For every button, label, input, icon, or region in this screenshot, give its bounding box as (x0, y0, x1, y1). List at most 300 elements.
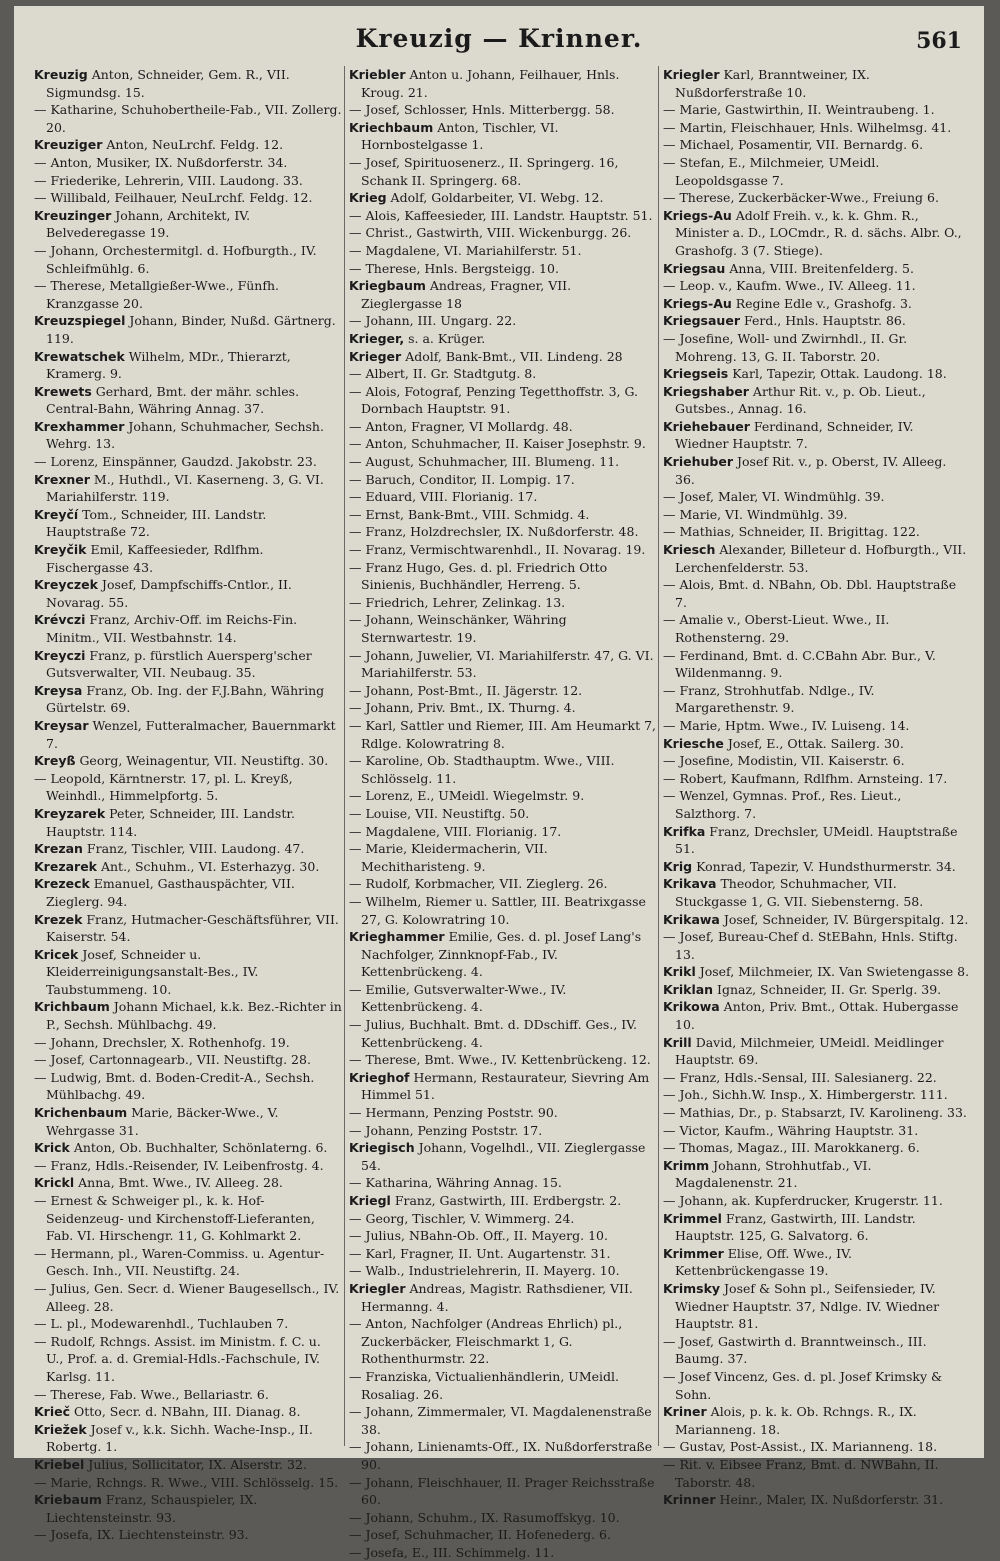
page-header (14, 24, 984, 64)
entry-details: Karl, Tapezir, Ottak. Laudong. 18. (728, 366, 947, 382)
entry-surname: Kreyzarek (34, 805, 106, 821)
directory-entry (34, 541, 342, 576)
directory-entry (349, 981, 656, 1016)
directory-entry (349, 1069, 656, 1104)
directory-entry (349, 365, 656, 383)
directory-entry (663, 1210, 970, 1245)
directory-entry (349, 1474, 656, 1509)
entry-details: — L. pl., Modewarenhdl., Tuchlauben 7. (34, 1316, 289, 1332)
directory-entry (34, 1526, 342, 1544)
directory-entry (663, 823, 970, 858)
directory-entry (349, 224, 656, 242)
directory-entry (663, 752, 970, 770)
directory-entry (349, 207, 656, 225)
entry-details: Josef, Dampfschiffs-Cntlor., II. Novarag. 55. (46, 577, 292, 610)
directory-entry (663, 119, 970, 137)
entry-surname: Kreyczi (34, 647, 86, 663)
entry-details: — Johann, Fleischhauer, II. Prager Reichsstraße 60. (349, 1474, 655, 1508)
entry-details: — Thomas, Magaz., III. Marokkanerg. 6. (663, 1140, 920, 1156)
directory-entry (663, 911, 970, 929)
entry-details: — Walb., Industrielehrerin, II. Mayerg. 10. (349, 1263, 620, 1279)
directory-entry (663, 1122, 970, 1140)
entry-details: Emilie, Ges. d. pl. Josef Lang's Nachfolger, Zinnknopf-Fab., IV. Kettenbrückeng. 4. (361, 929, 642, 980)
entry-surname: Kreuzspiegel (34, 313, 126, 329)
entry-details: Emanuel, Gasthauspächter, VII. Zieglerg. 94. (46, 876, 295, 909)
directory-entry (349, 541, 656, 559)
directory-entry (349, 1403, 656, 1438)
entry-details: — Louise, VII. Neustiftg. 50. (349, 805, 530, 821)
directory-entry (34, 682, 342, 717)
entry-details: David, Milchmeier, UMeidl. Meidlinger Hauptstr. 69. (675, 1034, 944, 1068)
directory-entry (34, 1386, 342, 1404)
directory-entry (663, 1333, 970, 1368)
entry-details: — Karl, Sattler und Riemer, III. Am Heumarkt 7, Rdlge. Kolowratring 8. (349, 717, 657, 751)
directory-entry (663, 383, 970, 418)
entry-surname: Krichbaum (34, 999, 110, 1015)
entry-surname: Kriegs-Au (663, 207, 732, 223)
directory-entry (663, 647, 970, 682)
directory-entry (663, 418, 970, 453)
entry-details: — Leop. v., Kaufm. Wwe., IV. Alleeg. 11. (663, 278, 916, 294)
directory-entry (34, 1456, 342, 1474)
directory-entry (663, 207, 970, 260)
entry-details: — Johann, Drechsler, X. Rothenhofg. 19. (34, 1034, 290, 1050)
directory-entry (349, 523, 656, 541)
directory-entry (663, 453, 970, 488)
entry-details: Franz, Drechsler, UMeidl. Hauptstraße 51. (675, 823, 958, 857)
directory-entry (34, 242, 342, 277)
entry-details: — Stefan, E., Milchmeier, UMeidl. Leopoldsgasse 7. (663, 154, 880, 188)
column-1 (30, 66, 344, 1543)
entry-surname: Krimsky (663, 1280, 721, 1296)
entry-details: Wilhelm, MDr., Thierarzt, Kramerg. 9. (46, 348, 291, 382)
entry-surname: Krimm (663, 1157, 710, 1173)
entry-details: Regine Edle v., Grashofg. 3. (731, 295, 912, 311)
entry-details: Josef & Sohn pl., Seifensieder, IV. Wiedner Hauptstr. 37, Ndlge. IV. Wiedner Hauptstr. 81. (675, 1280, 940, 1332)
directory-entry (34, 1421, 342, 1456)
entry-details: — Magdalene, VIII. Florianig. 17. (349, 823, 562, 839)
column-3 (658, 66, 972, 1508)
directory-entry (349, 277, 656, 312)
entry-details: Andreas, Magistr. Rathsdiener, VII. Hermanng. 4. (361, 1280, 633, 1314)
entry-details: Josef, Milchmeier, IX. Van Swietengasse 8. (695, 964, 970, 980)
entry-details: — Baruch, Conditor, II. Lompig. 17. (349, 471, 575, 487)
entry-surname: Kriegl (349, 1193, 391, 1208)
entry-details: — Johann, Penzing Poststr. 17. (349, 1122, 543, 1138)
entry-details: — Lorenz, E., UMeidl. Wiegelmstr. 9. (349, 788, 585, 804)
entry-details: — Mathias, Schneider, II. Brigittag. 122. (663, 524, 920, 540)
entry-details: — Robert, Kaufmann, Rdlfhm. Arnsteing. 17. (663, 770, 948, 786)
entry-surname: Krick (34, 1140, 70, 1156)
entry-details: Theodor, Schuhmacher, VII. Stuckgasse 1, G. VII. Siebensterng. 58. (675, 876, 924, 909)
entry-details: — Magdalene, VI. Mariahilferstr. 51. (349, 242, 582, 258)
entry-details: Anton, Ob. Buchhalter, Schönlaterng. 6. (69, 1140, 328, 1156)
entry-details: Anton, Schneider, Gem. R., VII. Sigmundsg. 15. (46, 67, 290, 100)
entry-details: — Mathias, Dr., p. Stabsarzt, IV. Karolineng. 33. (663, 1105, 967, 1121)
entry-details: — Albert, II. Gr. Stadtgutg. 8. (349, 366, 537, 382)
directory-entry (663, 998, 970, 1033)
entry-details: — Hermann, Penzing Poststr. 90. (349, 1105, 558, 1121)
entry-surname: Kriegisch (349, 1140, 415, 1156)
directory-entry (349, 418, 656, 436)
directory-entry (349, 242, 656, 260)
entry-details: Anna, Bmt. Wwe., IV. Alleeg. 28. (74, 1175, 283, 1191)
entry-details: Georg, Weinagentur, VII. Neustiftg. 30. (75, 753, 329, 769)
entry-details: — Michael, Posamentir, VII. Bernardg. 6. (663, 137, 924, 153)
entry-details: Alois, p. k. k. Ob. Rchngs. R., IX. Marianneng. 18. (675, 1404, 917, 1437)
entry-details: — Josefa, IX. Liechtensteinstr. 93. (34, 1527, 249, 1543)
directory-entry (34, 1192, 342, 1245)
entry-surname: Kreyß (34, 753, 76, 769)
entry-details: Heinr., Maler, IX. Nußdorferstr. 31. (715, 1492, 944, 1508)
directory-entry (663, 1280, 970, 1333)
directory-entry (34, 418, 342, 453)
directory-entry (663, 787, 970, 822)
entry-details: — Josef, Spirituosenerz., II. Springerg. 16, Schank II. Springerg. 68. (349, 154, 619, 188)
entry-details: — Therese, Bmt. Wwe., IV. Kettenbrückeng. 12. (349, 1052, 651, 1068)
entry-details: Konrad, Tapezir, V. Hundsthurmerstr. 34. (692, 858, 956, 874)
directory-entry (663, 928, 970, 963)
directory-entry (663, 963, 970, 981)
directory-entry (349, 1368, 656, 1403)
directory-entry (34, 1315, 342, 1333)
directory-entry (663, 1456, 970, 1491)
directory-entry (663, 330, 970, 365)
directory-entry (34, 576, 342, 611)
entry-details: — Josef, Cartonnagearb., VII. Neustiftg. 28. (34, 1052, 311, 1068)
directory-entry (349, 823, 656, 841)
directory-entry (349, 435, 656, 453)
directory-entry (349, 717, 656, 752)
entry-surname: Krezarek (34, 858, 97, 874)
directory-entry (349, 594, 656, 612)
directory-entry (349, 260, 656, 278)
entry-surname: Kriebler (349, 67, 406, 82)
directory-entry (349, 488, 656, 506)
entry-details: — Franziska, Victualienhändlerin, UMeidl. Rosaliag. 26. (349, 1368, 619, 1402)
entry-details: — Therese, Metallgießer-Wwe., Fünfh. Kranzgasse 20. (34, 278, 280, 311)
entry-details: — Josef, Bureau-Chef d. StEBahn, Hnls. Stiftg. 13. (663, 929, 958, 962)
page-number: 561 (916, 28, 962, 54)
entry-surname: Kriegsau (663, 260, 726, 276)
entry-details: — Alois, Fotograf, Penzing Tegetthoffstr. 3, G. Dornbach Hauptstr. 91. (349, 383, 638, 417)
directory-entry (34, 453, 342, 471)
directory-entry (663, 717, 970, 735)
entry-surname: Kreysa (34, 682, 83, 698)
entry-surname: Kreyčí (34, 506, 79, 522)
directory-entry (663, 295, 970, 313)
entry-details: Anton, Priv. Bmt., Ottak. Hubergasse 10. (675, 999, 959, 1033)
entry-surname: Kreuzinger (34, 207, 112, 223)
entry-details: — Josef Vincenz, Ges. d. pl. Josef Krimsky & Sohn. (663, 1368, 943, 1402)
directory-entry (663, 1086, 970, 1104)
directory-entry (663, 875, 970, 910)
directory-entry (349, 348, 656, 366)
entry-details: — Julius, Gen. Secr. d. Wiener Baugesellsch., IV. Alleeg. 28. (34, 1280, 340, 1314)
entry-details: — Georg, Tischler, V. Wimmerg. 24. (349, 1210, 575, 1226)
entry-surname: Krimmel (663, 1210, 722, 1226)
entry-details: — Willibald, Feilhauer, NeuLrchf. Feldg. 12. (34, 190, 313, 206)
directory-entry (349, 787, 656, 805)
entry-details: — Therese, Hnls. Bergsteigg. 10. (349, 260, 559, 276)
entry-details: — Johann, Juwelier, VI. Mariahilferstr. 47, G. VI. Mariahilferstr. 53. (349, 647, 654, 681)
directory-entry (349, 928, 656, 981)
entry-surname: Krexner (34, 471, 90, 487)
directory-entry (34, 348, 342, 383)
directory-entry (349, 189, 656, 207)
entry-details: — Karoline, Ob. Stadthauptm. Wwe., VIII. Schlösselg. 11. (349, 753, 615, 786)
entry-details: Franz, Schauspieler, IX. Liechtensteinstr. 93. (46, 1492, 258, 1525)
directory-entry (349, 1227, 656, 1245)
entry-surname: Krichenbaum (34, 1105, 128, 1121)
entry-details: — Johann, Linienamts-Off., IX. Nußdorferstraße 90. (349, 1439, 653, 1472)
entry-details: — Hermann, pl., Waren-Commiss. u. Agentur-Gesch. Inh., VII. Neustiftg. 24. (34, 1245, 325, 1279)
entry-surname: Krewets (34, 383, 92, 399)
entry-surname: Kreysar (34, 717, 89, 733)
entry-surname: Kreyčik (34, 542, 87, 558)
entry-details: Josef, Schneider u. Kleiderreinigungsanstalt-Bes., IV. Taubstummeng. 10. (46, 946, 259, 997)
entry-surname: Krieč (34, 1404, 71, 1420)
entry-surname: Kriegsauer (663, 313, 740, 329)
directory-entry (663, 1139, 970, 1157)
directory-entry (349, 453, 656, 471)
entry-details: — Ferdinand, Bmt. d. C.CBahn Abr. Bur., V. Wildenmanng. 9. (663, 647, 936, 681)
entry-details: — Josef, Gastwirth d. Branntweinsch., III. Baumg. 37. (663, 1333, 927, 1367)
entry-surname: Kriegler (349, 1280, 406, 1296)
entry-details: — Marie, Hptm. Wwe., IV. Luiseng. 14. (663, 717, 910, 733)
entry-details: — Ernest & Schweiger pl., k. k. Hof-Seidenzeug- und Kirchenstoff-Lieferanten, Fab. VI. Hirschengr. 11, G. Kohlmarkt 2. (34, 1193, 315, 1244)
entry-surname: Krieg (349, 190, 387, 206)
entry-surname: Krieghof (349, 1069, 410, 1085)
entry-surname: Kriegseis (663, 366, 729, 382)
directory-entry (349, 330, 656, 348)
directory-entry (349, 1104, 656, 1122)
directory-entry (34, 136, 342, 154)
directory-entry (34, 1403, 342, 1421)
entry-details: M., Huthdl., VI. Kaserneng. 3, G. VI. Mariahilferstr. 119. (46, 471, 324, 505)
directory-entry (349, 101, 656, 119)
entry-details: — Marie, VI. Windmühlg. 39. (663, 506, 848, 522)
entry-details: — Josef, Maler, VI. Windmühlg. 39. (663, 489, 885, 505)
entry-details: — Anton, Fragner, VI Mollardg. 48. (349, 418, 573, 434)
entry-details: — Amalie v., Oberst-Lieut. Wwe., II. Rothensterng. 29. (663, 612, 890, 645)
directory-entry (349, 752, 656, 787)
directory-entry (349, 119, 656, 154)
entry-surname: Krig (663, 858, 693, 874)
directory-entry (34, 717, 342, 752)
entry-details: Andreas, Fragner, VII. Zieglergasse 18 (361, 278, 572, 311)
entry-surname: Kriesche (663, 735, 724, 751)
directory-entry (349, 1544, 656, 1561)
entry-details: Adolf, Bank-Bmt., VII. Lindeng. 28 (401, 348, 623, 364)
directory-entry (34, 1157, 342, 1175)
entry-surname: Kreuziger (34, 137, 103, 153)
directory-entry (34, 858, 342, 876)
directory-entry (34, 1139, 342, 1157)
directory-entry (34, 840, 342, 858)
entry-details: — Johann, Priv. Bmt., IX. Thurng. 4. (349, 700, 576, 716)
directory-entry (349, 611, 656, 646)
entry-details: Peter, Schneider, III. Landstr. Hauptstr. 114. (46, 805, 295, 839)
entry-details: Hermann, Restaurateur, Sievring Am Himmel 51. (361, 1069, 650, 1103)
entry-details: — Josef, Schuhmacher, II. Hofenederg. 6. (349, 1527, 611, 1543)
directory-entry (349, 1016, 656, 1051)
directory-entry (34, 1034, 342, 1052)
entry-surname: Kricek (34, 946, 79, 962)
entry-surname: Krikava (663, 876, 717, 892)
entry-surname: Kriner (663, 1404, 707, 1420)
entry-details: — Franz, Holzdrechsler, IX. Nußdorferstr. 48. (349, 524, 639, 540)
entry-details: Karl, Branntweiner, IX. Nußdorferstraße 10. (675, 67, 870, 100)
entry-surname: Krifka (663, 823, 706, 839)
entry-details: — Therese, Fab. Wwe., Bellariastr. 6. (34, 1386, 269, 1402)
entry-details: — Johann, Schuhm., IX. Rasumoffskyg. 10. (349, 1509, 620, 1525)
entry-surname: Kriklan (663, 981, 714, 997)
entry-details: Franz, Hutmacher-Geschäftsführer, VII. Kaiserstr. 54. (46, 911, 339, 945)
entry-surname: Kriehebauer (663, 418, 750, 434)
directory-entry (349, 471, 656, 489)
entry-details: Anton, NeuLrchf. Feldg. 12. (102, 137, 284, 153)
directory-entry (34, 1174, 342, 1192)
entry-surname: Krezeck (34, 876, 90, 892)
entry-surname: Kriegshaber (663, 383, 749, 399)
directory-entry (663, 506, 970, 524)
directory-entry (663, 260, 970, 278)
directory-entry (34, 611, 342, 646)
entry-surname: Krewatschek (34, 348, 125, 364)
directory-entry (34, 506, 342, 541)
entry-details: — Johann, Zimmermaler, VI. Magdalenenstraße 38. (349, 1404, 652, 1437)
entry-details: Emil, Kaffeesieder, Rdlfhm. Fischergasse 43. (46, 542, 264, 575)
entry-details: — Rit. v. Eibsee Franz, Bmt. d. NWBahn, II. Taborstr. 48. (663, 1456, 939, 1490)
directory-entry (663, 277, 970, 295)
entry-surname: Kriegbaum (349, 278, 426, 294)
entry-details: — Josefine, Woll- und Zwirnhdl., II. Gr. Mohreng. 13, G. II. Taborstr. 20. (663, 330, 908, 364)
directory-entry (663, 523, 970, 541)
entry-details: — Anton, Schuhmacher, II. Kaiser Josephstr. 9. (349, 436, 646, 452)
directory-entry (34, 647, 342, 682)
entry-details: — Franz, Strohhutfab. Ndlge., IV. Margarethenstr. 9. (663, 682, 875, 716)
directory-entry (34, 805, 342, 840)
directory-entry (663, 1491, 970, 1509)
entry-details: Josef, E., Ottak. Sailerg. 30. (723, 735, 904, 751)
directory-entry (663, 1192, 970, 1210)
directory-entry (34, 189, 342, 207)
directory-entry (349, 1280, 656, 1315)
entry-details: Otto, Secr. d. NBahn, III. Dianag. 8. (70, 1404, 301, 1420)
directory-entry (349, 840, 656, 875)
directory-entry (349, 1192, 656, 1210)
directory-entry (34, 172, 342, 190)
entry-details: — Rudolf, Rchngs. Assist. im Ministm. f. C. u. U., Prof. a. d. Gremial-Hdls.-Fachschule, IV. Karlsg. 11. (34, 1333, 321, 1384)
entry-details: — Johann, Orchestermitgl. d. Hofburgth., IV. Schleifmühlg. 6. (34, 242, 317, 276)
entry-details: — Julius, NBahn-Ob. Off., II. Mayerg. 10. (349, 1228, 608, 1244)
entry-surname: Krezek (34, 911, 83, 927)
entry-details: — Katharine, Schuhobertheile-Fab., VII. Zollerg. 20. (34, 102, 342, 135)
entry-details: — Franz, Hdls.-Reisender, IV. Leibenfrostg. 4. (34, 1157, 324, 1173)
directory-entry (34, 946, 342, 999)
entry-details: Josef, Schneider, IV. Bürgerspitalg. 12. (719, 911, 969, 927)
page-title: Kreuzig — Krinner. (355, 24, 643, 53)
directory-entry (663, 611, 970, 646)
entry-surname: Krikowa (663, 999, 720, 1015)
directory-entry (349, 1526, 656, 1544)
entry-details: Wenzel, Futteralmacher, Bauernmarkt 7. (46, 717, 336, 751)
entry-details: Adolf, Goldarbeiter, VI. Webg. 12. (386, 190, 604, 206)
entry-details: Johann, Vogelhdl., VII. Zieglergasse 54. (361, 1140, 646, 1173)
entry-surname: Krikawa (663, 911, 720, 927)
entry-details: Marie, Bäcker-Wwe., V. Wehrgasse 31. (46, 1105, 279, 1138)
directory-entry (349, 1509, 656, 1527)
entry-details: — Marie, Gastwirthin, II. Weintraubeng. 1. (663, 102, 935, 118)
entry-details: — Johann, Post-Bmt., II. Jägerstr. 12. (349, 682, 583, 698)
directory-entry (349, 682, 656, 700)
directory-entry (34, 1245, 342, 1280)
directory-entry (349, 1438, 656, 1473)
directory-entry (349, 1315, 656, 1368)
directory-entry (349, 506, 656, 524)
entry-details: — Therese, Zuckerbäcker-Wwe., Freiung 6. (663, 190, 939, 206)
entry-details: — Emilie, Gutsverwalter-Wwe., IV. Kettenbrückeng. 4. (349, 981, 567, 1015)
entry-surname: Kriehuber (663, 454, 734, 470)
entry-details: Johann, Binder, Nußd. Gärtnerg. 119. (46, 313, 336, 346)
entry-details: Adolf Freih. v., k. k. Ghm. R., Minister a. D., LOCmdr., R. d. sächs. Albr. O., Grashofg. 3 (7. Stiege). (675, 207, 962, 258)
directory-entry (349, 647, 656, 682)
entry-details: Anton, Tischler, VI. Hornbostelgasse 1. (361, 119, 559, 153)
entry-details: Ferd., Hnls. Hauptstr. 86. (739, 313, 906, 329)
directory-entry (663, 312, 970, 330)
directory-entry (349, 699, 656, 717)
entry-details: — Alois, Bmt. d. NBahn, Ob. Dbl. Hauptstraße 7. (663, 577, 957, 610)
directory-entry (34, 101, 342, 136)
entry-details: Franz, p. fürstlich Auersperg'scher Gutsverwalter, VII. Neubaug. 35. (46, 647, 312, 681)
directory-entry (663, 1104, 970, 1122)
entry-surname: Kriebel (34, 1456, 85, 1472)
entry-surname: Kriechbaum (349, 119, 434, 135)
entry-details: — Anton, Nachfolger (Andreas Ehrlich) pl., Zuckerbäcker, Fleischmarkt 1, G. Rothenthurmstr. 22. (349, 1316, 623, 1367)
directory-entry (349, 1139, 656, 1174)
entry-details: Anton u. Johann, Feilhauer, Hnls. Kroug. 21. (361, 67, 620, 100)
entry-details: Franz, Gastwirth, III. Erdbergstr. 2. (390, 1193, 622, 1208)
entry-details: Johann, Schuhmacher, Sechsh. Wehrg. 13. (46, 418, 324, 452)
entry-details: — Josefa, E., III. Schimmelg. 11. (349, 1544, 555, 1560)
entry-surname: Krieger (349, 348, 402, 364)
entry-surname: Kriebaum (34, 1492, 102, 1508)
entry-surname: Krill (663, 1034, 692, 1050)
directory-entry (349, 559, 656, 594)
directory-entry (663, 682, 970, 717)
entry-surname: Kreuzig (34, 67, 88, 82)
directory-entry (663, 735, 970, 753)
entry-details: — Anton, Musiker, IX. Nußdorferstr. 34. (34, 154, 288, 170)
directory-entry (349, 1051, 656, 1069)
directory-entry (349, 805, 656, 823)
entry-surname: Krimmer (663, 1245, 724, 1261)
directory-entry (34, 471, 342, 506)
directory-entry (663, 1403, 970, 1438)
directory-entry (663, 365, 970, 383)
entry-details: Johann Michael, k.k. Bez.-Richter in P., Sechsh. Mühlbachg. 49. (46, 999, 342, 1033)
entry-details: — Martin, Fleischhauer, Hnls. Wilhelmsg. 41. (663, 119, 952, 135)
directory-entry (349, 893, 656, 928)
entry-surname: Krickl (34, 1175, 75, 1191)
directory-entry (663, 66, 970, 101)
directory-entry (663, 1157, 970, 1192)
column-2 (344, 66, 658, 1560)
entry-details: — Friederike, Lehrerin, VIII. Laudong. 33. (34, 172, 303, 188)
entry-details: Alexander, Billeteur d. Hofburgth., VII. Lerchenfelderstr. 53. (675, 542, 967, 575)
entry-details: — Josef, Schlosser, Hnls. Mitterbergg. 58. (349, 102, 615, 118)
